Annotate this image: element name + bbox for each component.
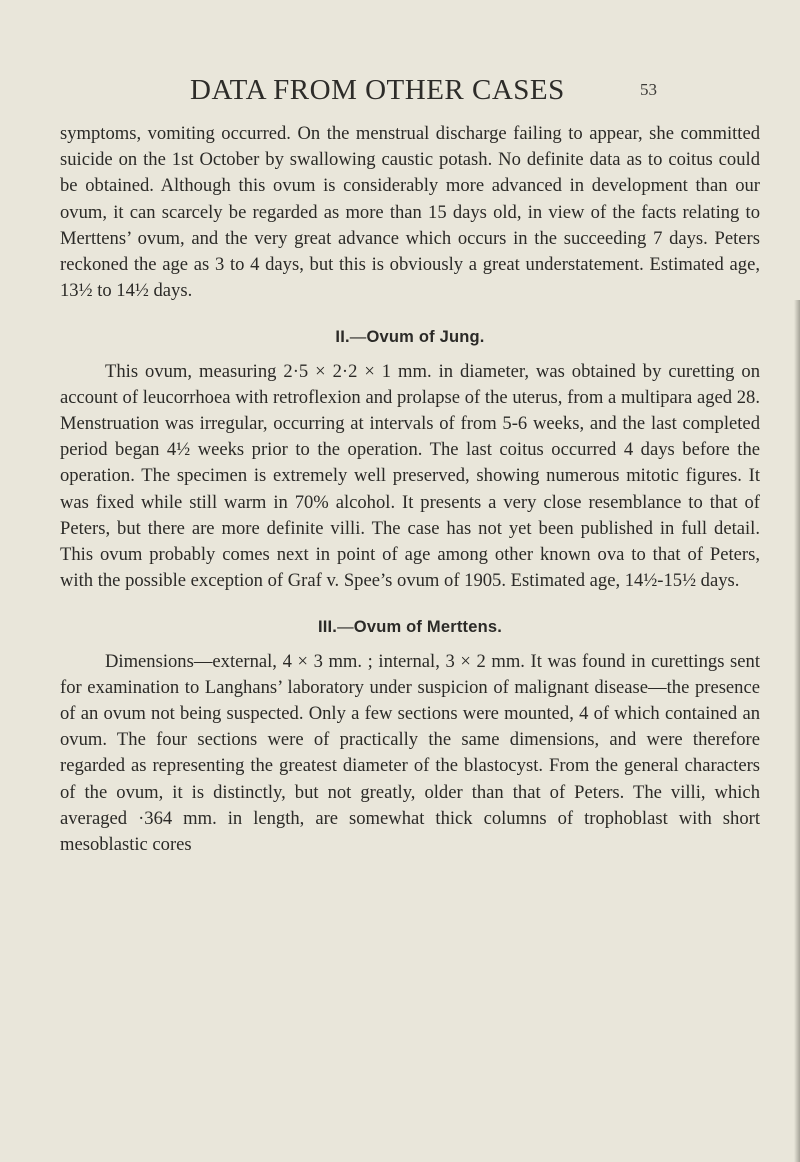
paragraph-merttens: Dimensions—external, 4 × 3 mm. ; internal, 3 × 2 mm. It was found in curettings sent for examination to Langhans’ laboratory under suspicion of malignant disease—the presence of an ovum not being suspected. Only a few sections were mounted, 4 of which contained an ovum. The four sections were of practically the same dimensions, and were therefore regarded as representing the greatest diameter of the blastocyst. From the general characters of the ovum, it is distinctly, but not greatly, older than that of Peters. The villi, which averaged ·364 mm. in length, are somewhat thick columns of trophoblast with short mesoblastic cores	[60, 650, 760, 856]
section-number: III.	[317, 618, 338, 637]
body-text	[60, 121, 760, 858]
section-dash: —	[349, 328, 367, 347]
section-title: Ovum of Jung.	[366, 328, 485, 347]
running-head: DATA FROM OTHER CASES	[190, 74, 565, 106]
section-dash: —	[337, 618, 354, 637]
section-heading-merttens	[60, 614, 760, 640]
page-number: 53	[640, 80, 657, 99]
paragraph-continued: symptoms, vomiting occurred. On the menstrual discharge failing to appear, she committed suicide on the 1st October by swallowing caustic potash. No definite data as to coitus could be obtained. Although this ovum is considerably more advanced in development than our ovum, it can scarcely be regarded as more than 15 days old, in view of the facts relating to Merttens’ ovum, and the very great advance which occurs in the succeeding 7 days. Peters reckoned the age as 3 to 4 days, but this is obviously a great understatement. Estimated age, 13½ to 14½ days.	[60, 123, 760, 302]
section-title: Ovum of Merttens.	[353, 618, 503, 637]
section-heading-jung	[60, 324, 760, 350]
section-number: II.	[335, 328, 350, 347]
page-edge-shadow	[794, 300, 800, 1162]
paragraph-jung: This ovum, measuring 2·5 × 2·2 × 1 mm. in diameter, was obtained by curetting on account of leucorrhoea with retroflexion and prolapse of the uterus, from a multipara aged 28. Menstruation was irregular, occurring at intervals of from 5-6 weeks, and the last completed period began 4½ weeks prior to the operation. The last coitus occurred 4 days before the operation. The specimen is extremely well preserved, showing numerous mitotic figures. It was fixed while still warm in 70% alcohol. It presents a very close resemblance to that of Peters, but there are more definite villi. The case has not yet been published in full detail. This ovum probably comes next in point of age among other known ova to that of Peters, with the possible exception of Graf v. Spee’s ovum of 1905. Estimated age, 14½-15½ days.	[60, 360, 760, 592]
